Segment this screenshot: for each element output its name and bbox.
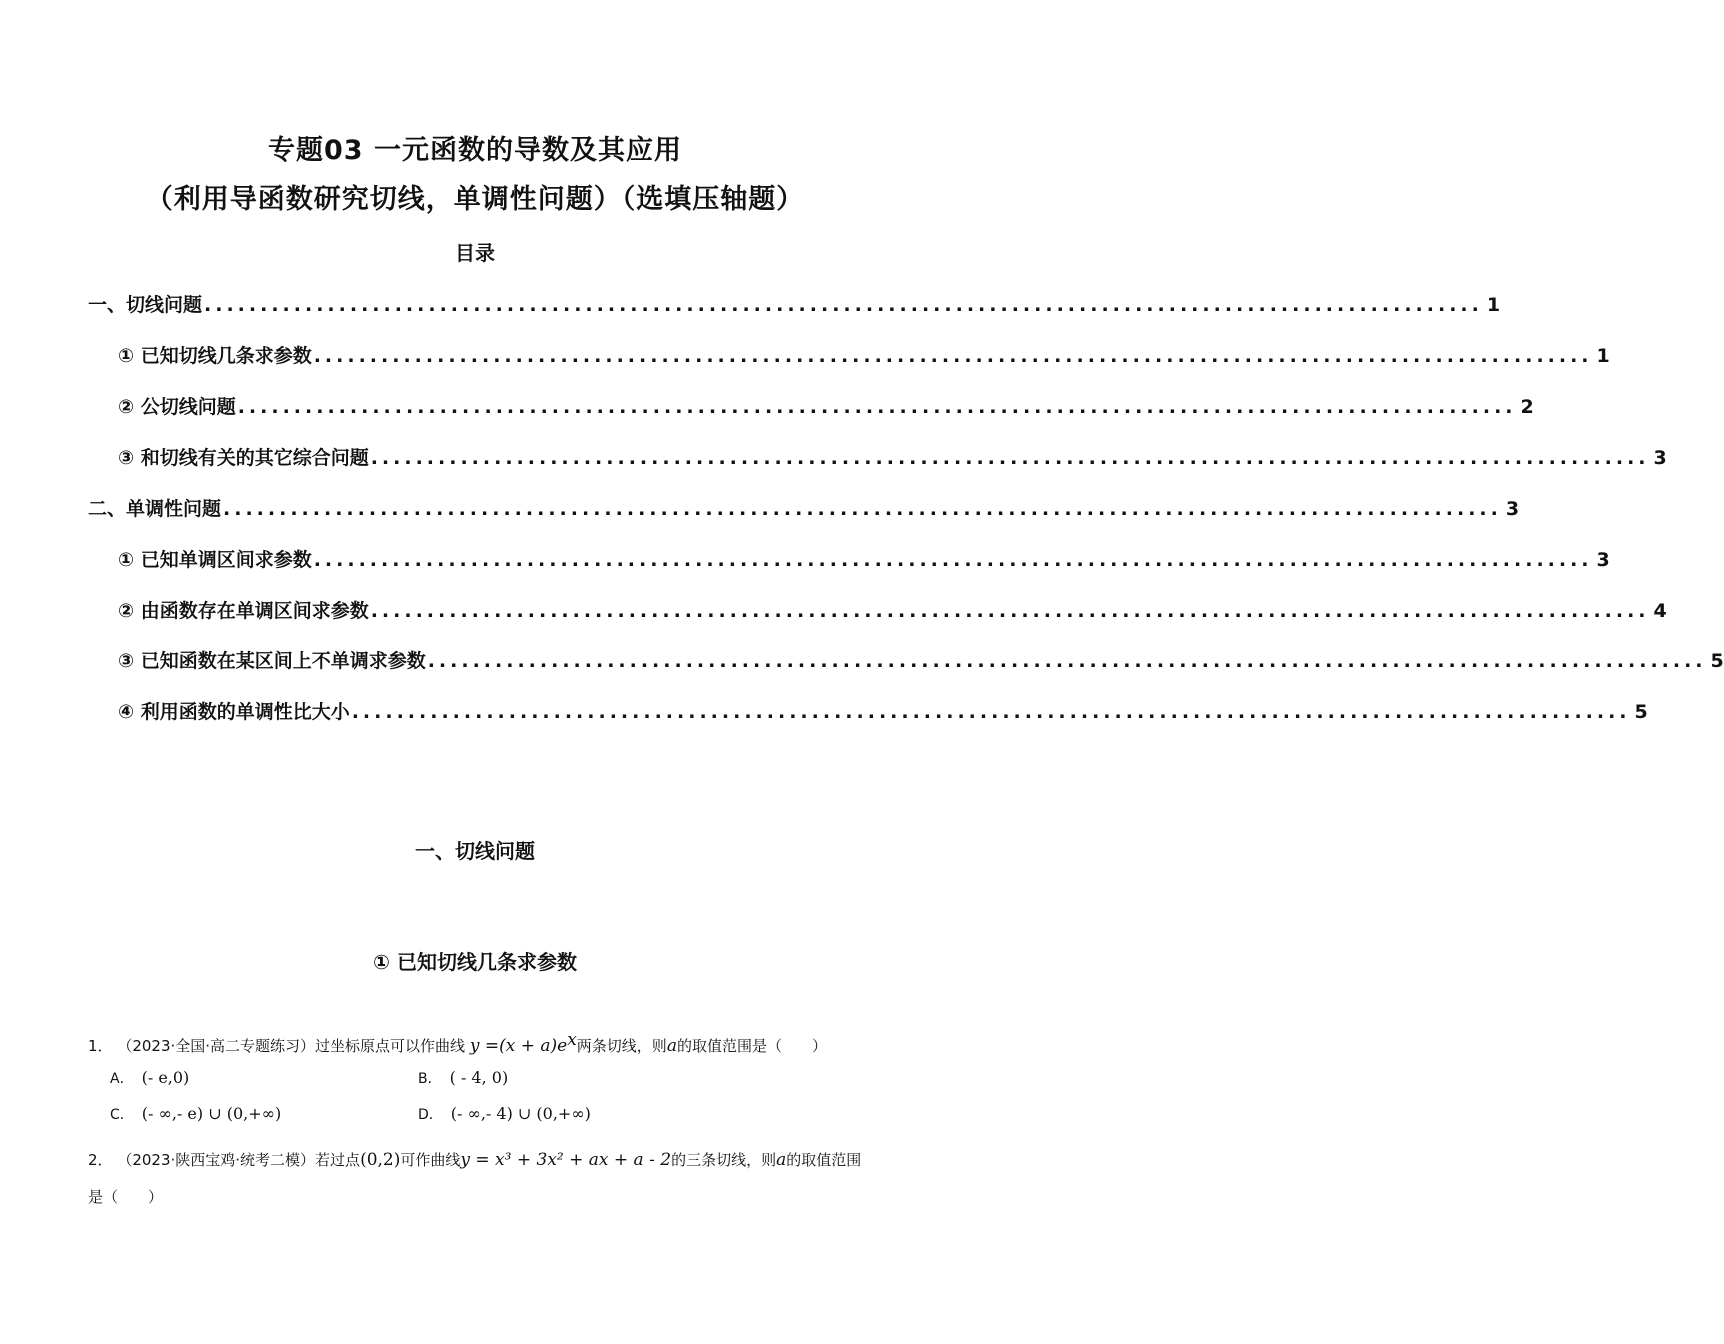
question-formula: y =(x + a)e: [469, 1036, 568, 1056]
toc-leader-dots: ..................................................................................................................: [204, 294, 1483, 316]
toc-leader-dots: ..................................................................................................................: [237, 396, 1517, 418]
toc-entry-label: 一、切线问题: [88, 294, 203, 316]
toc-entry[interactable]: [88, 494, 1520, 522]
toc-leader-dots: ..................................................................................................................: [370, 447, 1650, 469]
toc-entry-page: 5: [1710, 650, 1724, 672]
toc-entry-label: ④ 利用函数的单调性比大小: [118, 701, 350, 723]
toc-heading: 目录: [455, 241, 495, 265]
question-text: 的三条切线，则: [671, 1151, 777, 1169]
toc-leader-dots: ..................................................................................................................: [313, 345, 1593, 367]
toc-entry-label: ① 已知单调区间求参数: [118, 549, 312, 571]
toc-entry[interactable]: [118, 596, 1667, 624]
toc-leader-dots: ..................................................................................................................: [370, 600, 1650, 622]
toc-entry[interactable]: [118, 443, 1667, 471]
option-letter: C．: [110, 1107, 134, 1123]
toc-entry[interactable]: [118, 697, 1648, 725]
question-text: 过坐标原点可以作曲线: [315, 1037, 466, 1055]
toc-entry-label: ② 公切线问题: [118, 396, 236, 418]
toc-entry[interactable]: [118, 545, 1610, 573]
question-source: （2023·陕西宝鸡·统考二模）: [117, 1151, 316, 1169]
toc-entry-label: ③ 已知函数在某区间上不单调求参数: [118, 650, 426, 672]
toc-leader-dots: ..................................................................................................................: [223, 498, 1502, 520]
option-b[interactable]: [418, 1068, 508, 1088]
option-letter: D．: [418, 1107, 443, 1123]
question-text: 的取值范围: [786, 1151, 862, 1169]
toc-entry-page: 1: [1486, 294, 1501, 316]
toc-entry-page: 3: [1653, 447, 1667, 469]
toc-entry-page: 1: [1596, 345, 1610, 367]
question-text: 的取值范围是（ ）: [676, 1037, 827, 1055]
formula-exponent: x: [567, 1030, 577, 1050]
document-title-line1: 专题03 一元函数的导数及其应用: [268, 135, 682, 166]
option-letter: A．: [110, 1071, 134, 1087]
toc-entry-label: ② 由函数存在单调区间求参数: [118, 600, 369, 622]
toc-entry[interactable]: [118, 646, 1724, 674]
question-point: (0,2): [360, 1150, 401, 1170]
toc-entry-page: 5: [1634, 701, 1648, 723]
question-2-continuation: 是（ ）: [88, 1188, 164, 1206]
question-text: 两条切线，则: [576, 1037, 667, 1055]
toc-entry-page: 4: [1653, 600, 1667, 622]
question-formula: y = x³ + 3x² + ax + a - 2: [460, 1150, 672, 1170]
toc-entry-page: 2: [1520, 396, 1534, 418]
option-c[interactable]: [110, 1104, 281, 1124]
option-value: (- ∞,- e) ∪ (0,+∞): [141, 1104, 282, 1123]
toc-leader-dots: ..................................................................................................................: [351, 701, 1631, 723]
subsection-heading: ① 已知切线几条求参数: [373, 950, 577, 974]
option-value: ( - 4, 0): [449, 1068, 509, 1087]
question-1: [88, 1030, 827, 1056]
question-variable: a: [666, 1036, 677, 1056]
document-title-line2: （利用导函数研究切线，单调性问题）（选填压轴题）: [145, 184, 805, 215]
option-value: (- e,0): [141, 1068, 190, 1087]
question-text: 若过点: [315, 1151, 361, 1169]
toc-entry[interactable]: [118, 392, 1534, 420]
question-number: 2．: [88, 1151, 113, 1169]
question-variable: a: [776, 1150, 787, 1170]
toc-entry[interactable]: [88, 290, 1501, 318]
option-letter: B．: [418, 1071, 442, 1087]
question-number: 1．: [88, 1037, 113, 1055]
toc-entry-page: 3: [1596, 549, 1610, 571]
toc-entry[interactable]: [118, 341, 1610, 369]
toc-entry-page: 3: [1505, 498, 1520, 520]
toc-leader-dots: ..................................................................................................................: [427, 650, 1707, 672]
section-heading: 一、切线问题: [415, 839, 535, 863]
option-value: (- ∞,- 4) ∪ (0,+∞): [450, 1104, 591, 1123]
toc-entry-label: ③ 和切线有关的其它综合问题: [118, 447, 369, 469]
toc-leader-dots: ..................................................................................................................: [313, 549, 1593, 571]
option-d[interactable]: [418, 1104, 591, 1124]
toc-entry-label: ① 已知切线几条求参数: [118, 345, 312, 367]
question-text: 可作曲线: [400, 1151, 461, 1169]
toc-entry-label: 二、单调性问题: [88, 498, 222, 520]
question-source: （2023·全国·高二专题练习）: [117, 1037, 316, 1055]
question-2: [88, 1149, 861, 1170]
option-a[interactable]: [110, 1068, 189, 1088]
